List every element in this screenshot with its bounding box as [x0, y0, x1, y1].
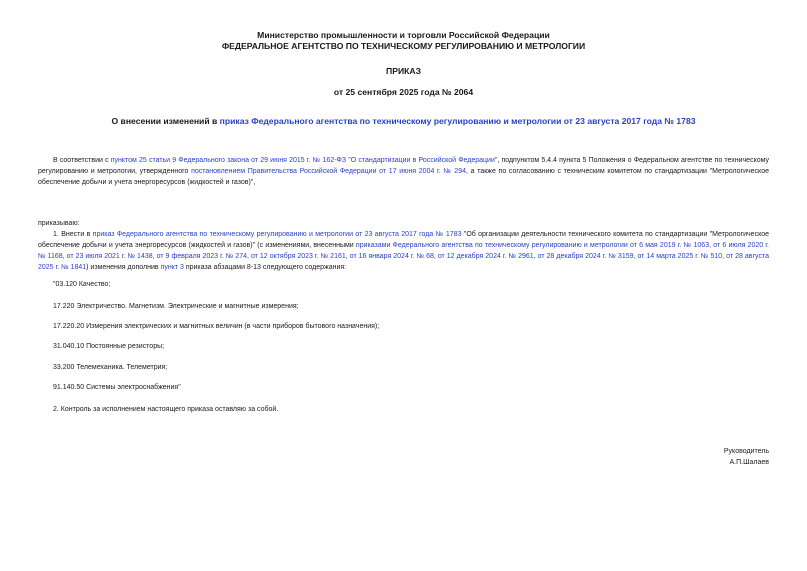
signature-position: Руководитель [723, 448, 769, 455]
code-line: 17.220.20 Измерения электрических и магнитных величин (в части приборов бытового назначения); [53, 323, 380, 330]
preamble-decree-link[interactable]: постановлением Правительства Российской Федерации от 17 июня 2004 г. № 294 [191, 168, 466, 175]
code-line: "03.120 Качество; [53, 281, 111, 288]
item-1-clause-link[interactable]: пункт 3 [160, 264, 184, 271]
ministry-name: Министерство промышленности и торговли Российской Федерации [257, 30, 550, 40]
title-link[interactable]: приказ Федерального агентства по техническому регулированию и метрологии от 23 августа 2017 года № 1783 [219, 116, 696, 126]
code-line: 33.200 Телемеханика. Телеметрия; [53, 364, 168, 371]
item-1-order-link[interactable]: приказ Федерального агентства по техническому регулированию и метрологии от 23 августа 2017 года № 1783 [92, 231, 462, 238]
item-1-text-4: приказа абзацами 8-13 следующего содержания: [183, 264, 347, 271]
preamble-law-link[interactable]: пунктом 25 статьи 9 Федерального закона от 29 июня 2015 г. № 162-ФЗ "О стандартизации в Российской Федерации" [110, 157, 498, 164]
item-1-text-3: ) изменения дополнив [86, 264, 161, 271]
item-2-paragraph: 2. Контроль за исполнением настоящего приказа оставляю за собой. [53, 406, 279, 413]
document-title [0, 116, 807, 126]
preamble-text-3: , а также по согласованию с техническим комитетом по стандартизации "Метрологическое обеспечение добычи и учета энергоресурсов (жидкостей и газов)", [38, 168, 769, 186]
document-type: ПРИКАЗ [386, 66, 421, 76]
preamble-paragraph [38, 155, 769, 188]
preamble-text-2: , подпунктом 5.4.4 пункта 5 Положения о Федеральном агентстве по техническому регулированию и метрологии, утвержденного [38, 157, 769, 175]
agency-name: ФЕДЕРАЛЬНОЕ АГЕНТСТВО ПО ТЕХНИЧЕСКОМУ РЕГУЛИРОВАНИЮ И МЕТРОЛОГИИ [221, 41, 586, 51]
code-line: 17.220 Электричество. Магнетизм. Электрические и магнитные измерения; [53, 303, 299, 310]
preamble-text-1: В соответствии с [53, 157, 111, 164]
title-prefix: О внесении изменений в [111, 116, 220, 126]
item-1-amendments-link[interactable]: приказами Федерального агентства по техническому регулированию и метрологии от 6 мая 2019 г. № 1063, от 6 июля 2020 г. № 1168, от 23 июля 2021 г. № 1438, от 9 февраля 2023 г. № 274, от 12 октября 2023 г. № 2161, от 16 января 2024 г. № 68, от 12 декабря 2024 г. № 2961, от 28 декабря 2024 г. № 3159, от 14 марта 2025 г. № 510, от 28 августа 2025 г. № 1841 [38, 242, 769, 271]
signature-name: А.П.Шалаев [729, 459, 769, 466]
code-line: 31.040.10 Постоянные резисторы; [53, 343, 165, 350]
order-word: приказываю: [38, 220, 80, 227]
document-date-number: от 25 сентября 2025 года № 2064 [333, 87, 474, 97]
item-1-text-1: 1. Внести в [53, 231, 93, 238]
code-line: 91.140.50 Системы электроснабжения" [53, 384, 181, 391]
item-1-paragraph [38, 229, 769, 273]
item-1-text-2: "Об организации деятельности технического комитета по стандартизации "Метрологическое обеспечение добычи и учета энергоресурсов (жидкостей и газов)" (с изменениями, внесенными [38, 231, 769, 249]
